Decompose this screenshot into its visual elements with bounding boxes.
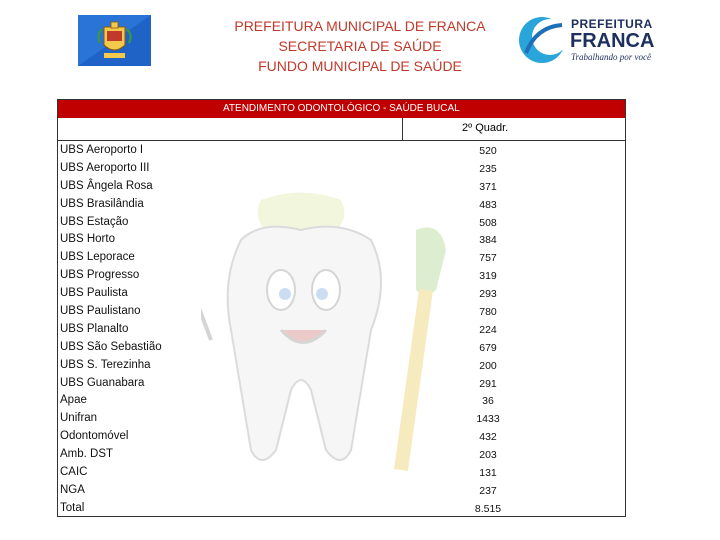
unit-name: Total — [60, 501, 85, 514]
table-row — [58, 375, 625, 393]
attendance-count: 293 — [479, 288, 497, 301]
attendance-count: 291 — [479, 377, 497, 390]
unit-name: UBS Horto — [60, 233, 115, 246]
attendance-count: 432 — [479, 431, 497, 444]
franca-swoosh-icon — [518, 15, 568, 65]
attendance-count: 520 — [479, 145, 497, 157]
table-row — [58, 357, 625, 375]
attendance-count: 203 — [479, 449, 497, 462]
table-body — [58, 142, 625, 518]
unit-name: UBS Estação — [60, 215, 129, 228]
prefeitura-franca-logo — [518, 13, 658, 68]
unit-name: UBS Ângela Rosa — [60, 179, 153, 192]
table-row — [58, 482, 625, 500]
attendance-count: 780 — [479, 306, 497, 319]
table-row — [58, 410, 625, 428]
table-row — [58, 142, 625, 160]
attendance-count: 679 — [479, 341, 497, 354]
header-line-1: PREFEITURA MUNICIPAL DE FRANCA — [234, 18, 486, 34]
attendance-count: 8.515 — [474, 502, 502, 515]
unit-name: NGA — [60, 483, 85, 496]
attendance-count: 483 — [479, 198, 497, 211]
unit-name: UBS Aeroporto III — [60, 161, 150, 174]
unit-name: UBS Guanabara — [60, 376, 145, 389]
attendance-count: 224 — [479, 323, 497, 336]
attendance-count: 131 — [479, 467, 497, 480]
attendance-count: 237 — [479, 484, 497, 497]
table-row — [58, 267, 625, 285]
header-line-3: FUNDO MUNICIPAL DE SAÚDE — [258, 58, 462, 74]
unit-name: UBS Leporace — [60, 251, 135, 264]
crest-emblem-icon — [78, 15, 151, 66]
attendance-count: 235 — [479, 162, 497, 175]
unit-name: UBS São Sebastião — [60, 340, 162, 353]
table-row — [58, 285, 625, 303]
attendance-count: 371 — [479, 180, 497, 193]
table-row — [58, 178, 625, 196]
unit-name: UBS Paulistano — [60, 305, 141, 318]
table-row — [58, 231, 625, 249]
table-row — [58, 428, 625, 446]
attendance-count: 200 — [479, 359, 497, 372]
page-header — [190, 16, 530, 76]
unit-name: UBS Progresso — [60, 269, 140, 282]
logo-franca-text: FRANCA — [570, 30, 655, 52]
table-row — [58, 249, 625, 267]
attendance-count: 1433 — [476, 413, 500, 426]
city-crest-logo — [78, 15, 151, 66]
logo-prefeitura-text: PREFEITURA — [571, 17, 653, 31]
table-row — [58, 464, 625, 482]
total-row — [58, 500, 625, 518]
attendance-count: 757 — [479, 252, 497, 265]
logo-slogan-text: Trabalhando por você — [571, 52, 651, 62]
table-row — [58, 303, 625, 321]
unit-name: UBS Brasilândia — [60, 197, 144, 210]
unit-name: UBS Paulista — [60, 287, 128, 300]
table-row — [58, 321, 625, 339]
table-row — [58, 196, 625, 214]
attendance-count: 36 — [482, 395, 494, 408]
unit-name: UBS S. Terezinha — [60, 358, 151, 371]
unit-name: Unifran — [60, 412, 98, 425]
unit-name: UBS Planalto — [60, 322, 129, 335]
table-row — [58, 446, 625, 464]
attendance-count: 384 — [479, 234, 497, 247]
table-row — [58, 214, 625, 232]
column-divider — [402, 118, 403, 140]
dental-care-table — [57, 99, 626, 517]
table-title-bar — [58, 100, 625, 118]
unit-name: Apae — [60, 394, 87, 407]
unit-name: CAIC — [60, 466, 88, 479]
column-header-row — [58, 118, 625, 141]
unit-name: Odontomóvel — [60, 430, 129, 443]
table-row — [58, 160, 625, 178]
unit-name: Amb. DST — [60, 448, 114, 461]
table-row — [58, 392, 625, 410]
attendance-count: 508 — [479, 216, 497, 229]
header-line-2: SECRETARIA DE SAÚDE — [278, 38, 442, 54]
unit-name: UBS Aeroporto I — [60, 144, 144, 156]
table-row — [58, 339, 625, 357]
attendance-count: 319 — [479, 270, 497, 283]
column-header-quadrimester: 2º Quadr. — [462, 122, 509, 134]
table-title: ATENDIMENTO ODONTOLÓGICO - SAÚDE BUCAL — [223, 103, 460, 114]
